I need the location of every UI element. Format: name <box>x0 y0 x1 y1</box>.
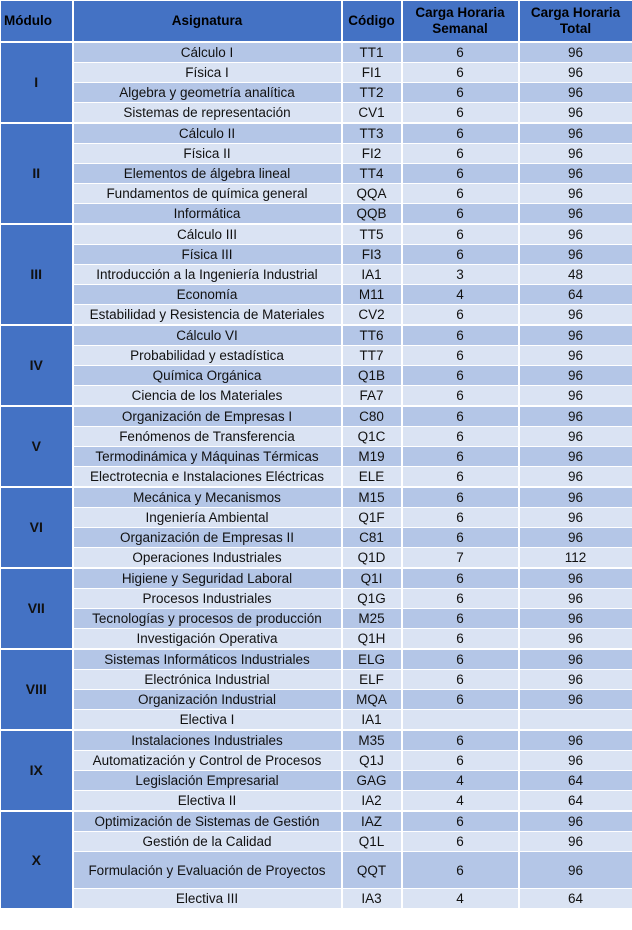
module-label: IX <box>1 730 73 811</box>
carga-semanal-cell: 6 <box>402 123 519 144</box>
table-row <box>1 548 632 569</box>
carga-semanal-cell: 6 <box>402 751 519 771</box>
carga-total-cell: 96 <box>519 589 632 609</box>
table-row <box>1 568 632 589</box>
carga-semanal-cell: 6 <box>402 42 519 63</box>
header-codigo: Código <box>342 1 402 43</box>
codigo-cell: IAZ <box>342 811 402 832</box>
codigo-cell: TT3 <box>342 123 402 144</box>
carga-total-cell: 96 <box>519 832 632 852</box>
codigo-cell: CV1 <box>342 103 402 124</box>
asignatura-cell: Física III <box>73 245 342 265</box>
table-row <box>1 325 632 346</box>
codigo-cell: TT4 <box>342 164 402 184</box>
table-row <box>1 386 632 407</box>
carga-total-cell: 96 <box>519 346 632 366</box>
table-row <box>1 184 632 204</box>
header-modulo: Módulo <box>1 1 73 43</box>
carga-semanal-cell: 6 <box>402 832 519 852</box>
codigo-cell: GAG <box>342 771 402 791</box>
carga-total-cell: 96 <box>519 427 632 447</box>
table-row <box>1 589 632 609</box>
table-row <box>1 245 632 265</box>
carga-semanal-cell: 6 <box>402 406 519 427</box>
header-carga-total: Carga Horaria Total <box>519 1 632 43</box>
asignatura-cell: Probabilidad y estadística <box>73 346 342 366</box>
codigo-cell: FI2 <box>342 144 402 164</box>
asignatura-cell: Sistemas Informáticos Industriales <box>73 649 342 670</box>
asignatura-cell: Instalaciones Industriales <box>73 730 342 751</box>
asignatura-cell: Elementos de álgebra lineal <box>73 164 342 184</box>
table-row <box>1 609 632 629</box>
codigo-cell: Q1G <box>342 589 402 609</box>
carga-semanal-cell: 3 <box>402 265 519 285</box>
carga-semanal-cell: 6 <box>402 447 519 467</box>
carga-total-cell: 96 <box>519 508 632 528</box>
carga-total-cell: 96 <box>519 670 632 690</box>
carga-semanal-cell: 6 <box>402 346 519 366</box>
asignatura-cell: Cálculo II <box>73 123 342 144</box>
table-row <box>1 832 632 852</box>
asignatura-cell: Estabilidad y Resistencia de Materiales <box>73 305 342 326</box>
carga-total-cell: 96 <box>519 649 632 670</box>
codigo-cell: QQB <box>342 204 402 225</box>
codigo-cell: TT7 <box>342 346 402 366</box>
table-row <box>1 285 632 305</box>
table-row <box>1 406 632 427</box>
asignatura-cell: Física I <box>73 63 342 83</box>
asignatura-cell: Operaciones Industriales <box>73 548 342 569</box>
codigo-cell: IA1 <box>342 710 402 731</box>
carga-total-cell: 96 <box>519 224 632 245</box>
carga-semanal-cell: 6 <box>402 103 519 124</box>
asignatura-cell: Organización de Empresas II <box>73 528 342 548</box>
carga-semanal-cell: 6 <box>402 589 519 609</box>
table-body <box>1 42 632 909</box>
codigo-cell: TT2 <box>342 83 402 103</box>
carga-total-cell: 96 <box>519 568 632 589</box>
codigo-cell: Q1B <box>342 366 402 386</box>
asignatura-cell: Gestión de la Calidad <box>73 832 342 852</box>
table-row <box>1 123 632 144</box>
carga-semanal-cell: 6 <box>402 629 519 650</box>
carga-total-cell: 96 <box>519 467 632 488</box>
asignatura-cell: Procesos Industriales <box>73 589 342 609</box>
module-label: III <box>1 224 73 325</box>
carga-semanal-cell: 6 <box>402 204 519 225</box>
carga-total-cell: 96 <box>519 811 632 832</box>
asignatura-cell: Introducción a la Ingeniería Industrial <box>73 265 342 285</box>
codigo-cell: M19 <box>342 447 402 467</box>
module-label: X <box>1 811 73 909</box>
carga-total-cell: 96 <box>519 305 632 326</box>
table-row <box>1 204 632 225</box>
asignatura-cell: Química Orgánica <box>73 366 342 386</box>
codigo-cell: Q1F <box>342 508 402 528</box>
codigo-cell: IA2 <box>342 791 402 812</box>
table-row <box>1 629 632 650</box>
asignatura-cell: Optimización de Sistemas de Gestión <box>73 811 342 832</box>
codigo-cell: Q1L <box>342 832 402 852</box>
table-row <box>1 265 632 285</box>
asignatura-cell: Organización de Empresas I <box>73 406 342 427</box>
carga-semanal-cell: 4 <box>402 285 519 305</box>
asignatura-cell: Ciencia de los Materiales <box>73 386 342 407</box>
carga-total-cell: 96 <box>519 852 632 889</box>
asignatura-cell: Cálculo III <box>73 224 342 245</box>
table-header <box>1 1 632 43</box>
carga-semanal-cell: 6 <box>402 427 519 447</box>
module-label: I <box>1 42 73 123</box>
codigo-cell: Q1H <box>342 629 402 650</box>
carga-total-cell: 64 <box>519 771 632 791</box>
table-row <box>1 649 632 670</box>
carga-semanal-cell: 6 <box>402 508 519 528</box>
header-carga-semanal: Carga Horaria Semanal <box>402 1 519 43</box>
asignatura-cell: Investigación Operativa <box>73 629 342 650</box>
codigo-cell: M15 <box>342 487 402 508</box>
carga-semanal-cell: 6 <box>402 730 519 751</box>
carga-total-cell: 48 <box>519 265 632 285</box>
table-row <box>1 467 632 488</box>
asignatura-cell: Ingeniería Ambiental <box>73 508 342 528</box>
header-asignatura: Asignatura <box>73 1 342 43</box>
carga-total-cell: 64 <box>519 285 632 305</box>
carga-semanal-cell: 6 <box>402 325 519 346</box>
carga-semanal-cell: 4 <box>402 771 519 791</box>
table-row <box>1 528 632 548</box>
carga-semanal-cell: 6 <box>402 568 519 589</box>
carga-total-cell: 64 <box>519 889 632 910</box>
carga-total-cell: 96 <box>519 730 632 751</box>
table-row <box>1 427 632 447</box>
carga-semanal-cell: 6 <box>402 487 519 508</box>
module-label: IV <box>1 325 73 406</box>
asignatura-cell: Electiva II <box>73 791 342 812</box>
carga-semanal-cell: 6 <box>402 811 519 832</box>
codigo-cell: Q1C <box>342 427 402 447</box>
table-row <box>1 305 632 326</box>
table-row <box>1 690 632 710</box>
codigo-cell: ELG <box>342 649 402 670</box>
carga-total-cell: 96 <box>519 366 632 386</box>
asignatura-cell: Fenómenos de Transferencia <box>73 427 342 447</box>
table-row <box>1 487 632 508</box>
table-row <box>1 164 632 184</box>
carga-semanal-cell: 6 <box>402 144 519 164</box>
table-row <box>1 771 632 791</box>
carga-semanal-cell: 6 <box>402 670 519 690</box>
asignatura-cell: Termodinámica y Máquinas Térmicas <box>73 447 342 467</box>
carga-total-cell: 96 <box>519 103 632 124</box>
codigo-cell: Q1I <box>342 568 402 589</box>
table-row <box>1 791 632 812</box>
carga-total-cell: 96 <box>519 406 632 427</box>
table-row <box>1 144 632 164</box>
codigo-cell: C81 <box>342 528 402 548</box>
codigo-cell: Q1J <box>342 751 402 771</box>
carga-total-cell <box>519 710 632 731</box>
carga-total-cell: 96 <box>519 528 632 548</box>
asignatura-cell: Mecánica y Mecanismos <box>73 487 342 508</box>
table-row <box>1 730 632 751</box>
table-row <box>1 889 632 910</box>
module-label: V <box>1 406 73 487</box>
carga-semanal-cell: 6 <box>402 528 519 548</box>
carga-semanal-cell: 6 <box>402 245 519 265</box>
carga-semanal-cell: 6 <box>402 386 519 407</box>
carga-total-cell: 96 <box>519 123 632 144</box>
carga-semanal-cell: 6 <box>402 609 519 629</box>
carga-total-cell: 64 <box>519 791 632 812</box>
table-row <box>1 224 632 245</box>
asignatura-cell: Informática <box>73 204 342 225</box>
carga-total-cell: 96 <box>519 386 632 407</box>
table-row <box>1 63 632 83</box>
asignatura-cell: Electiva III <box>73 889 342 910</box>
table-row <box>1 751 632 771</box>
codigo-cell: MQA <box>342 690 402 710</box>
codigo-cell: FI1 <box>342 63 402 83</box>
carga-total-cell: 96 <box>519 63 632 83</box>
asignatura-cell: Electiva I <box>73 710 342 731</box>
carga-semanal-cell: 7 <box>402 548 519 569</box>
carga-total-cell: 96 <box>519 204 632 225</box>
table-row <box>1 852 632 889</box>
codigo-cell: M25 <box>342 609 402 629</box>
codigo-cell: M11 <box>342 285 402 305</box>
carga-total-cell: 96 <box>519 447 632 467</box>
carga-semanal-cell: 4 <box>402 791 519 812</box>
codigo-cell: C80 <box>342 406 402 427</box>
table-row <box>1 811 632 832</box>
asignatura-cell: Tecnologías y procesos de producción <box>73 609 342 629</box>
carga-total-cell: 96 <box>519 245 632 265</box>
codigo-cell: IA3 <box>342 889 402 910</box>
carga-total-cell: 96 <box>519 629 632 650</box>
codigo-cell: TT1 <box>342 42 402 63</box>
module-label: VII <box>1 568 73 649</box>
codigo-cell: ELF <box>342 670 402 690</box>
asignatura-cell: Organización Industrial <box>73 690 342 710</box>
table-row <box>1 447 632 467</box>
asignatura-cell: Sistemas de representación <box>73 103 342 124</box>
table-row <box>1 83 632 103</box>
carga-semanal-cell: 6 <box>402 366 519 386</box>
carga-semanal-cell: 6 <box>402 63 519 83</box>
asignatura-cell: Legislación Empresarial <box>73 771 342 791</box>
carga-total-cell: 96 <box>519 164 632 184</box>
carga-semanal-cell: 6 <box>402 184 519 204</box>
carga-total-cell: 96 <box>519 609 632 629</box>
carga-semanal-cell: 6 <box>402 467 519 488</box>
codigo-cell: QQA <box>342 184 402 204</box>
codigo-cell: M35 <box>342 730 402 751</box>
carga-semanal-cell: 4 <box>402 889 519 910</box>
carga-semanal-cell: 6 <box>402 690 519 710</box>
carga-semanal-cell: 6 <box>402 164 519 184</box>
carga-semanal-cell: 6 <box>402 83 519 103</box>
carga-total-cell: 96 <box>519 325 632 346</box>
asignatura-cell: Electrotecnia e Instalaciones Eléctricas <box>73 467 342 488</box>
carga-total-cell: 112 <box>519 548 632 569</box>
carga-total-cell: 96 <box>519 184 632 204</box>
asignatura-cell: Algebra y geometría analítica <box>73 83 342 103</box>
header-row <box>1 1 632 43</box>
table-row <box>1 103 632 124</box>
table-row <box>1 346 632 366</box>
asignatura-cell: Cálculo VI <box>73 325 342 346</box>
module-label: VI <box>1 487 73 568</box>
codigo-cell: ELE <box>342 467 402 488</box>
carga-semanal-cell: 6 <box>402 224 519 245</box>
asignatura-cell: Fundamentos de química general <box>73 184 342 204</box>
codigo-cell: IA1 <box>342 265 402 285</box>
table-row <box>1 710 632 731</box>
codigo-cell: TT5 <box>342 224 402 245</box>
codigo-cell: TT6 <box>342 325 402 346</box>
table-row <box>1 42 632 63</box>
carga-total-cell: 96 <box>519 751 632 771</box>
codigo-cell: FA7 <box>342 386 402 407</box>
codigo-cell: CV2 <box>342 305 402 326</box>
asignatura-cell: Cálculo I <box>73 42 342 63</box>
asignatura-cell: Automatización y Control de Procesos <box>73 751 342 771</box>
table-row <box>1 508 632 528</box>
carga-semanal-cell: 6 <box>402 305 519 326</box>
codigo-cell: Q1D <box>342 548 402 569</box>
carga-total-cell: 96 <box>519 144 632 164</box>
carga-total-cell: 96 <box>519 487 632 508</box>
carga-semanal-cell: 6 <box>402 649 519 670</box>
module-label: II <box>1 123 73 224</box>
carga-total-cell: 96 <box>519 83 632 103</box>
asignatura-cell: Electrónica Industrial <box>73 670 342 690</box>
carga-total-cell: 96 <box>519 42 632 63</box>
table-row <box>1 670 632 690</box>
asignatura-cell: Higiene y Seguridad Laboral <box>73 568 342 589</box>
asignatura-cell: Física II <box>73 144 342 164</box>
carga-semanal-cell: 6 <box>402 852 519 889</box>
carga-semanal-cell <box>402 710 519 731</box>
codigo-cell: FI3 <box>342 245 402 265</box>
asignatura-cell: Economía <box>73 285 342 305</box>
asignatura-cell: Formulación y Evaluación de Proyectos <box>73 852 342 889</box>
table-row <box>1 366 632 386</box>
module-label: VIII <box>1 649 73 730</box>
carga-total-cell: 96 <box>519 690 632 710</box>
codigo-cell: QQT <box>342 852 402 889</box>
